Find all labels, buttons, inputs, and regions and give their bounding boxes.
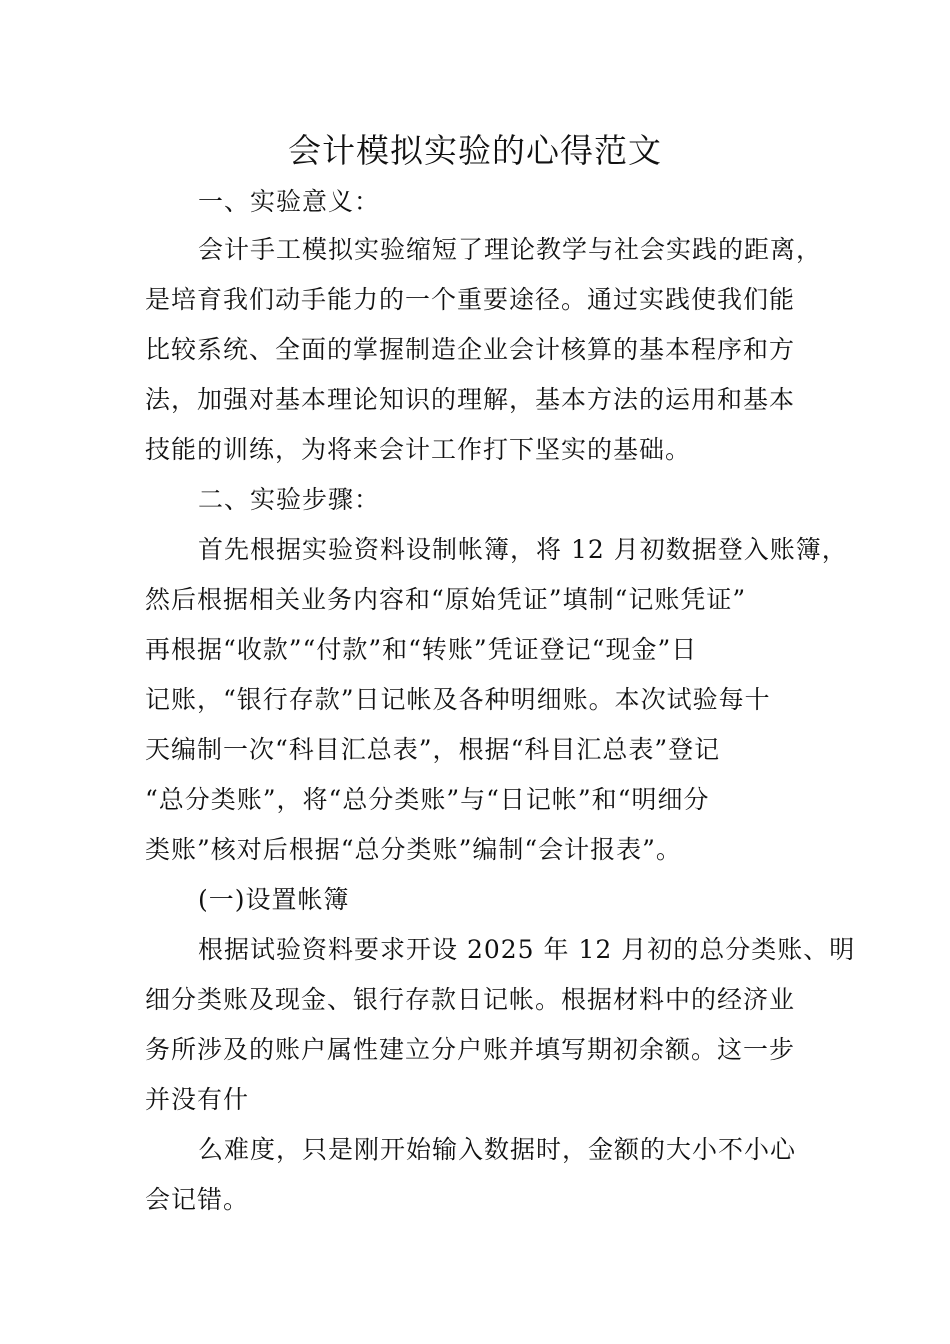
paragraph-line: 技能的训练，为将来会计工作打下坚实的基础。: [145, 435, 692, 464]
paragraph-line: 然后根据相关业务内容和“原始凭证”填制“记账凭证”: [145, 585, 747, 614]
paragraph-line: 务所涉及的账户属性建立分户账并填写期初余额。这一步: [145, 1035, 796, 1064]
paragraph-line: 记账，“银行存款”日记帐及各种明细账。本次试验每十: [145, 685, 771, 714]
subsection-heading: (一)设置帐簿: [198, 885, 350, 914]
paragraph-line: 细分类账及现金、银行存款日记帐。根据材料中的经济业: [145, 985, 796, 1014]
paragraph-line: 类账”核对后根据“总分类账”编制“会计报表”。: [145, 835, 682, 864]
paragraph-line: 天编制一次“科目汇总表”，根据“科目汇总表”登记: [145, 735, 721, 764]
paragraph-line: “总分类账”，将“总分类账”与“日记帐”和“明细分: [145, 785, 710, 814]
document-title: 会计模拟实验的心得范文: [288, 131, 662, 170]
paragraph-line: 再根据“收款”“付款”和“转账”凭证登记“现金”日: [145, 635, 698, 664]
paragraph-line: 会记错。: [145, 1185, 250, 1214]
paragraph-line: 法，加强对基本理论知识的理解，基本方法的运用和基本: [145, 385, 796, 414]
paragraph-line: 比较系统、全面的掌握制造企业会计核算的基本程序和方: [145, 335, 796, 364]
paragraph-line: 是培育我们动手能力的一个重要途径。通过实践使我们能: [145, 285, 796, 314]
section-heading-significance: 一、实验意义：: [198, 187, 381, 216]
paragraph-line: 根据试验资料要求开设 2025 年 12 月初的总分类账、明: [198, 935, 856, 964]
paragraph-line: 么难度，只是刚开始输入数据时，金额的大小不小心: [198, 1135, 797, 1164]
paragraph-line: 首先根据实验资料设制帐簿，将 12 月初数据登入账簿，: [198, 535, 848, 564]
section-heading-steps: 二、实验步骤：: [198, 485, 381, 514]
paragraph-line: 会计手工模拟实验缩短了理论教学与社会实践的距离，: [198, 235, 823, 264]
paragraph-line: 并没有什: [145, 1085, 250, 1114]
